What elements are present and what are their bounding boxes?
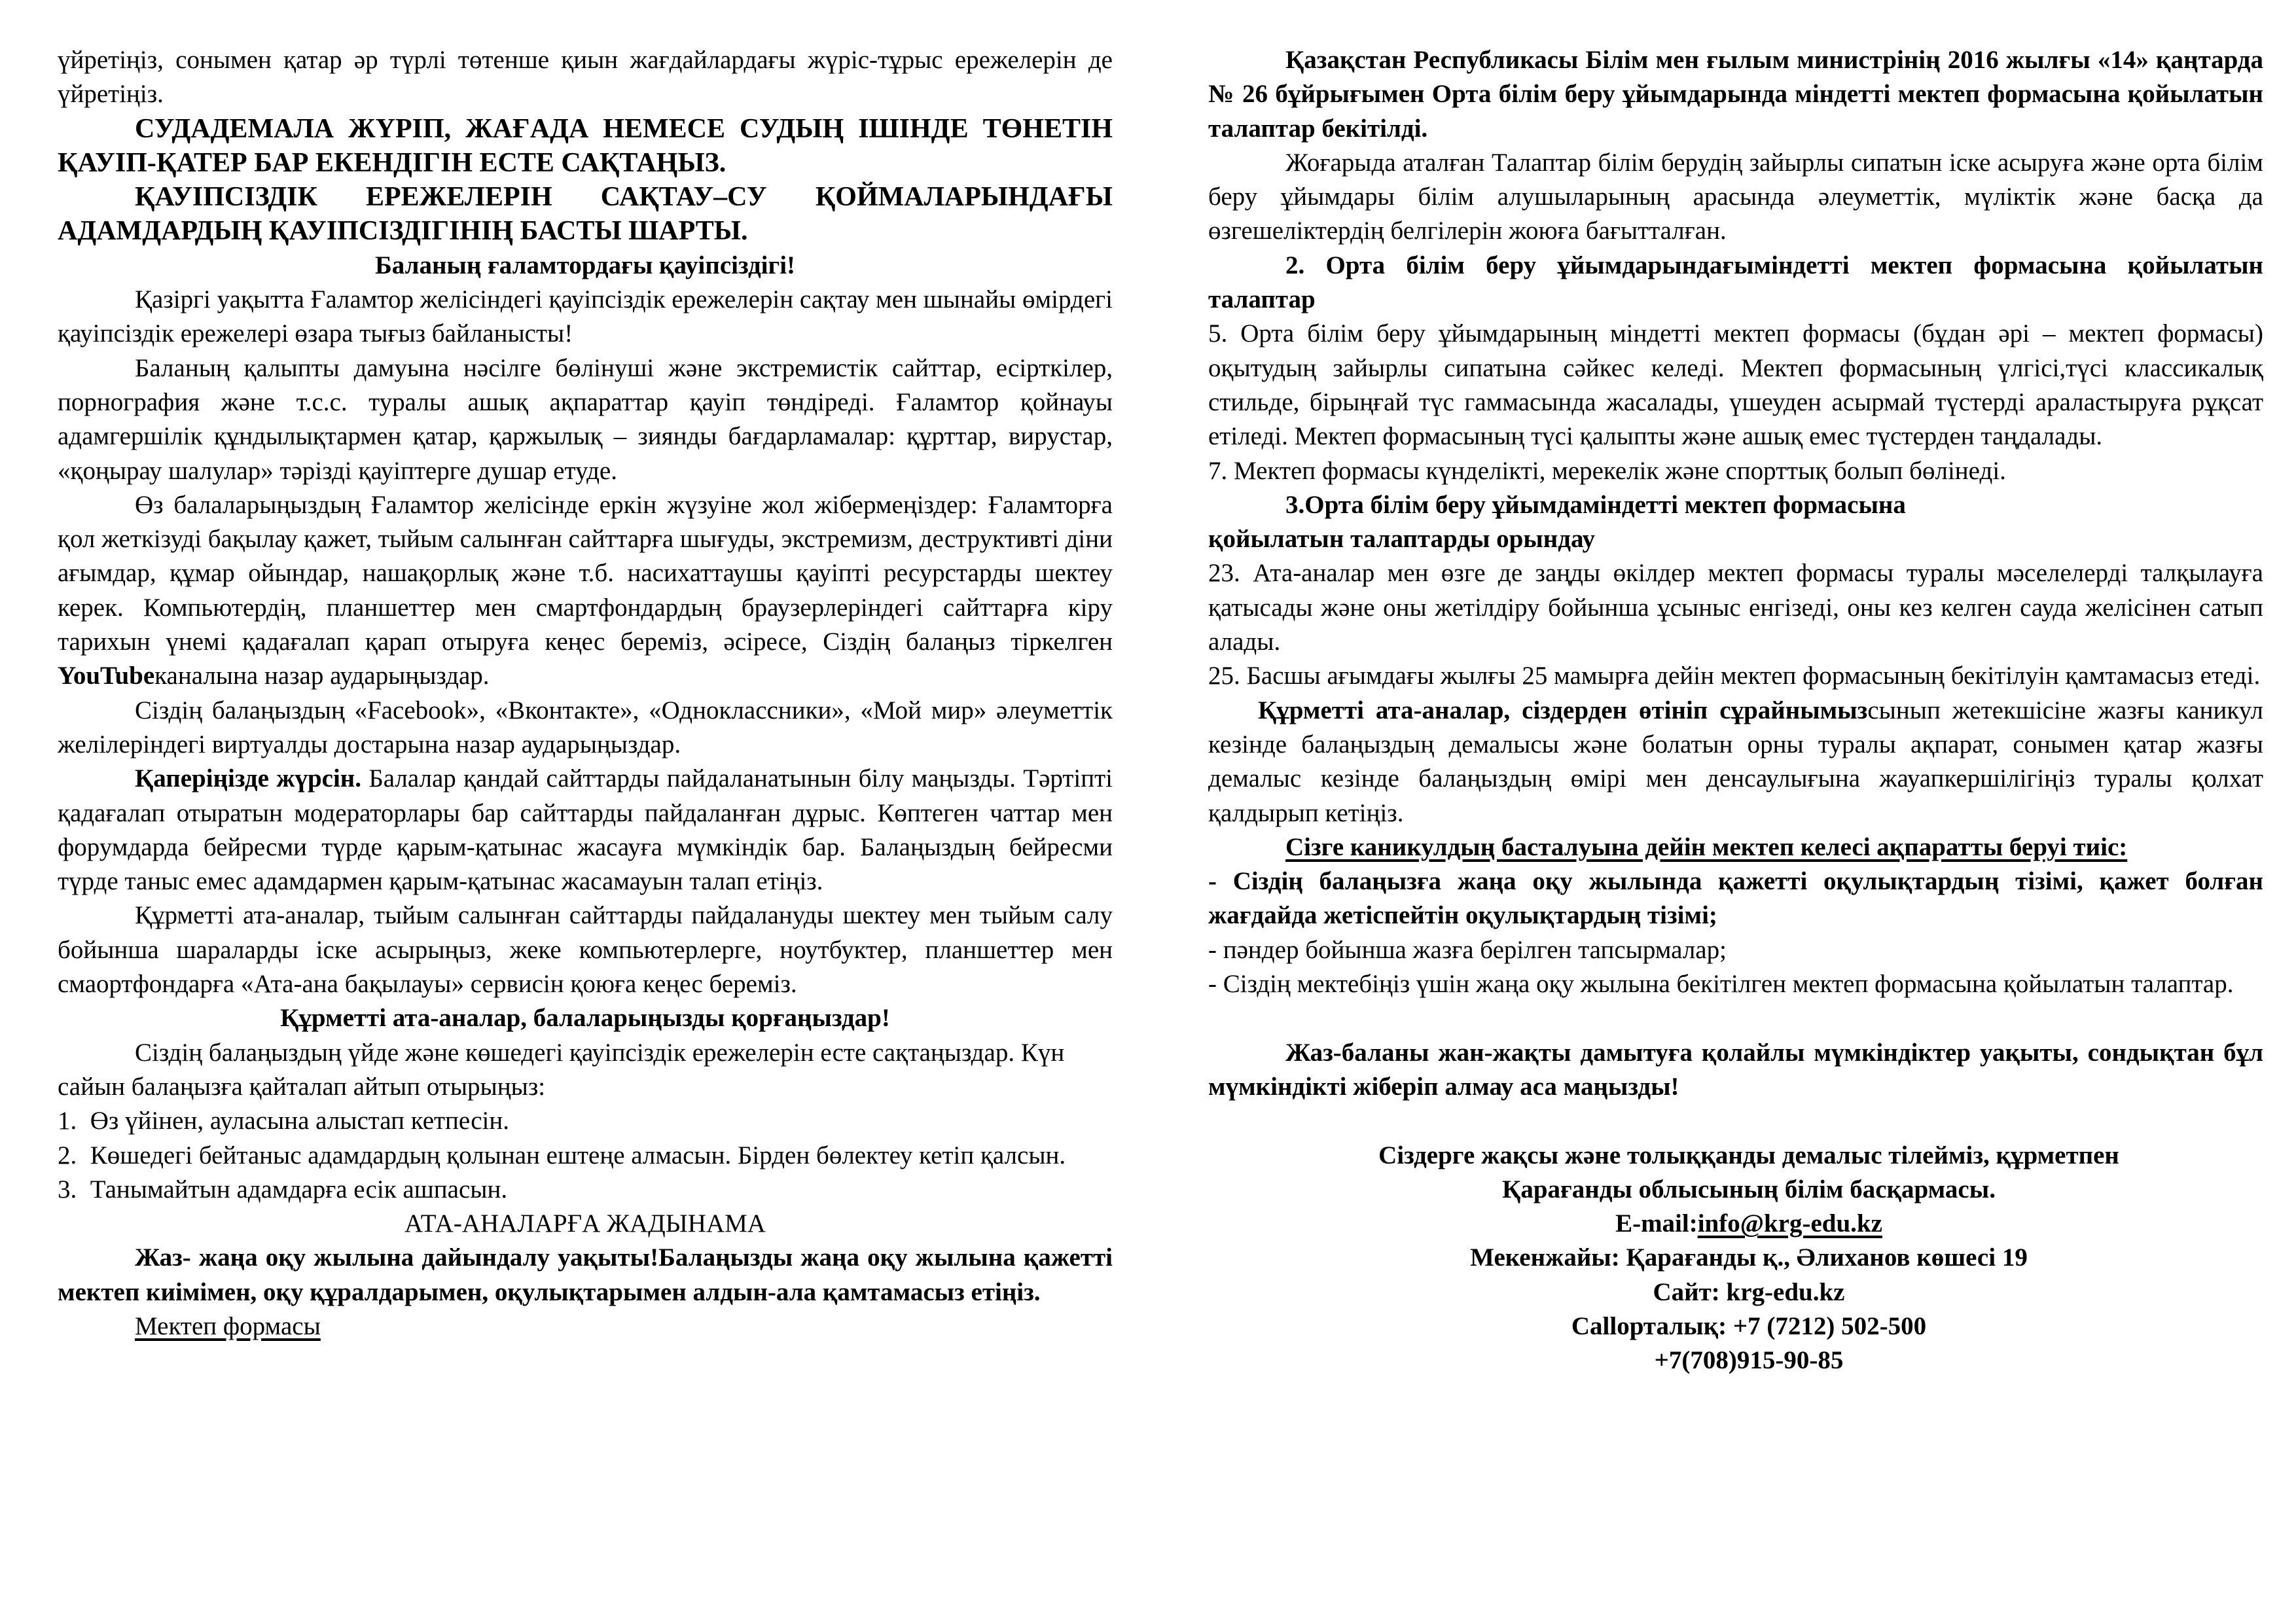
rule-item [58, 1139, 1113, 1173]
rule-number: 1. [58, 1107, 77, 1135]
rule-item [58, 1104, 1113, 1138]
summer-note: Жаз-баланы жан-жақты дамытуға қолайлы мүмкіндіктер уақыты, сондықтан бұл мүмкіндікті жіберіп алмау аса маңызды! [1208, 1038, 2263, 1101]
internet-paragraph-6: Құрметті ата-аналар, тыйым салынған сайттарды пайдалануды шектеу мен тыйым салу бойынша шараларды іске асырыңыз, жеке компьютерлерге, ноутбуктер, планшеттер мен смаортфондарға «Ата-ана бақылауы» сервисін қоюға кеңес береміз. [58, 901, 1113, 999]
parents-memo-heading: АТА-АНАЛАРҒА ЖАДЫНАМА [404, 1209, 766, 1238]
memo-paragraph: Жаз- жаңа оқу жылына дайындалу уақыты!Балаңызды жаңа оқу жылына қажетті мектеп киімімен, оқу құралдарымен, оқулықтарымен алдын-ала қамтамасыз етіңіз. [58, 1243, 1113, 1306]
email-line [1234, 1207, 2263, 1241]
right-column [1208, 43, 2263, 1378]
item-25: 25. Басшы ағымдағы жылғы 25 мамырға дейін мектеп формасының бекітілуін қамтамасыз етеді. [1208, 662, 2261, 690]
attention-lead: Қаперіңізде жүрсін. [135, 764, 362, 793]
item-5: 5. Орта білім беру ұйымдарының міндетті мектеп формасы (бұдан әрі – мектеп формасы) оқытудың зайырлы сипатына сәйкес келеді. Мектеп формасының үлгісі,түсі классикалық стильде, бірыңғай түс гаммасында жасалады, үшеуден асырмай түстерді араластыруға рұқсат етіледі. Мектеп формасының түсі қалыпты және ашық емес түстерден таңдалады. [1208, 319, 2263, 451]
rule-item [58, 1173, 1113, 1207]
protect-paragraph: Сіздің балаңыздың үйде және көшедегі қауіпсіздік ережелерін есте сақтаңыздар. Күн сайын балаңызға қайталап айтып отырыңыз: [58, 1038, 1065, 1101]
rule-text: Көшедегі бейтаныс адамдардың қолынан ештеңе алмасын. Бірден бөлектеу кетіп қалсын. [90, 1141, 1066, 1169]
website-line: Сайт: krg-edu.kz [1653, 1277, 1845, 1306]
spacer [1208, 1104, 2263, 1138]
section-2-heading: 2. Орта білім беру ұйымдарындағыміндетті мектеп формасына қойылатын талаптар [1208, 251, 2263, 314]
section-3-heading-line-2: қойылатын талаптарды орындау [1208, 525, 1595, 554]
internet-paragraph-3-end: каналына назар аударыңыздар. [154, 662, 490, 690]
decree-paragraph: Қазақстан Республикасы Білім мен ғылым министрінің 2016 жылғы «14» қаңтарда № 26 бұйрығымен Орта білім беру ұйымдарында міндетті мектеп формасына қойылатын талаптар бекітілді. [1208, 46, 2263, 143]
email-label: E-mail: [1615, 1209, 1698, 1238]
request-text: сынып жетекшісіне жазғы каникул кезінде балаңыздың демалысы және болатын орны туралы ақпарат, сонымен қатар жазғы демалыс кезінде балаңыздың өмірі мен денсаулығына жауапкершілігіңіз туралы қолхат қалдырып кетіңіз. [1208, 696, 2264, 827]
email-link[interactable]: info@krg-edu.kz [1697, 1209, 1882, 1238]
rule-number: 2. [58, 1141, 77, 1169]
item-23: 23. Ата-аналар мен өзге де заңды өкілдер мектеп формасы туралы мәселелерді талқылауға қатысады және оны жетілдіру бойынша ұсыныс енгізеді, оны кез келген сауда желісінен сатып алады. [1208, 559, 2263, 656]
school-info-item: - Сіздің мектебіңіз үшін жаңа оқу жылына бекітілген мектеп формасына қойылатын талаптар. [1208, 970, 2234, 999]
water-warning: СУДАДЕМАЛА ЖҮРІП, ЖАҒАДА НЕМЕСЕ СУДЫҢ ІШІНДЕ ТӨНЕТІН ҚАУІП-ҚАТЕР БАР ЕКЕНДІГІН ЕСТЕ САҚТАҢЫЗ. [58, 113, 1113, 178]
spacer [1208, 1001, 2263, 1035]
school-info-item: - Сіздің балаңызға жаңа оқу жылында қажетті оқулықтардың тізімі, қажет болған жағдайда жетіспейтін оқулықтардың тізімі; [1208, 867, 2263, 930]
safety-rules-warning: ҚАУІПСІЗДІК ЕРЕЖЕЛЕРІН САҚТАУ–СУ ҚОЙМАЛАРЫНДАҒЫ АДАМДАРДЫҢ ҚАУІПСІЗДІГІНІҢ БАСТЫ ШАРТЫ. [58, 182, 1113, 247]
decree-purpose-paragraph: Жоғарыда аталған Талаптар білім берудің зайырлы сипатын іске асыруға және орта білім беру ұйымдары білім алушыларының арасында әлеуметтік, мүліктік және басқа да өзгешеліктердің белгілерін жоюға бағытталған. [1208, 148, 2263, 245]
internet-paragraph-3-text: Өз балаларыңыздың Ғаламтор желісінде еркін жүзуіне жол жібермеңіздер: Ғаламторға қол жеткізуді бақылау қажет, тыйым салынған сайттарға шығуды, экстремизм, деструктивті діни ағымдар, құмар ойындар, нашақорлық және т.б. насихаттаушы қауіпті ресурстарды шектеу керек. Компьютердің, планшеттер мен смартфондардың браузерлеріндегі сайттарға кіру тарихын үнемі қадағалап қарап отыруға кеңес береміз, әсіресе, Сіздің балаңыз тіркелген [58, 490, 1113, 656]
internet-paragraph-2: Баланың қалыпты дамуына нәсілге бөлінуші және экстремистік сайттар, есірткілер, порнография және т.с.с. туралы ашық ақпараттар қауіп төндіреді. Ғаламтор қойнауы адамгершілік құндылықтармен қатар, қаржылық – зиянды бағдарламалар: құрттар, вирустар, «қоңырау шалулар» тәрізді қауіптерге душар етуде. [58, 353, 1113, 485]
internet-paragraph-5-text: Балалар қандай сайттарды пайдаланатынын білу маңызды. Тәртіпті қадағалап отыратын модераторлары бар сайттарды пайдаланған дұрыс. Көптеген чаттар мен форумдарда бейресми түрде қарым-қатынас жасауға мүмкіндік бар. Балаңыздың бейресми түрде таныс емес адамдармен қарым-қатынас жасамауын талап етіңіз. [58, 764, 1113, 896]
call-center-line: Callорталық: +7 (7212) 502-500 [1571, 1311, 1927, 1340]
internet-paragraph-4: Сіздің балаңыздың «Facebook», «Вконтакте», «Одноклассники», «Мой мир» әлеуметтік желілеріндегі виртуалды достарына назар аударыңыздар. [58, 696, 1113, 758]
item-7: 7. Мектеп формасы күнделікті, мерекелік және спорттық болып бөлінеді. [1208, 456, 2006, 485]
footer-contacts [1208, 1139, 2263, 1378]
phone-line: +7(708)915-90-85 [1654, 1346, 1844, 1375]
school-info-heading [1208, 830, 2263, 865]
internet-paragraph-5 [58, 762, 1113, 899]
section-3-heading-line-1: 3.Орта білім беру ұйымдаміндетті мектеп формасына [1285, 490, 1906, 519]
rule-text: Танымайтын адамдарға есік ашпасын. [90, 1175, 508, 1204]
internet-paragraph-1: Қазіргі уақытта Ғаламтор желісіндегі қауіпсіздік ережелерін сақтау мен шынайы өмірдегі қауіпсіздік ережелері өзара тығыз байланысты! [58, 285, 1113, 348]
request-paragraph [1208, 694, 2263, 830]
internet-safety-heading: Баланың ғаламтордағы қауіпсіздігі! [374, 251, 796, 279]
rule-number: 3. [58, 1175, 77, 1204]
request-lead: Құрметті ата-аналар, сіздерден өтініп сұрайнымыз [1258, 696, 1868, 724]
youtube-mention: YouTube [58, 662, 155, 690]
wishes-line: Сіздерге жақсы және толыққанды демалыс тілейміз, құрметпен [1378, 1141, 2119, 1169]
organization-name: Қарағанды облысының білім басқармасы. [1502, 1175, 1996, 1204]
left-column [58, 43, 1113, 1344]
school-uniform-heading-text: Мектеп формасы [135, 1311, 321, 1340]
school-info-item: - пәндер бойынша жазға берілген тапсырмалар; [1208, 935, 1727, 964]
school-info-heading-text: Сізге каникулдың басталуына дейін мектеп келесі ақпаратты беруі тиіс: [1285, 832, 2128, 861]
internet-paragraph-3 [58, 488, 1113, 694]
protect-children-heading: Құрметті ата-аналар, балаларыңызды қорғаңыздар! [280, 1004, 890, 1033]
address-line: Мекенжайы: Қарағанды қ., Әлиханов көшесі 19 [1470, 1243, 2028, 1272]
intro-paragraph: үйретіңіз, сонымен қатар әр түрлі төтенше қиын жағдайлардағы жүріс-тұрыс ережелерін де үйретіңіз. [58, 46, 1113, 109]
school-uniform-heading [58, 1310, 1113, 1344]
rule-text: Өз үйінен, ауласына алыстап кетпесін. [90, 1107, 509, 1135]
